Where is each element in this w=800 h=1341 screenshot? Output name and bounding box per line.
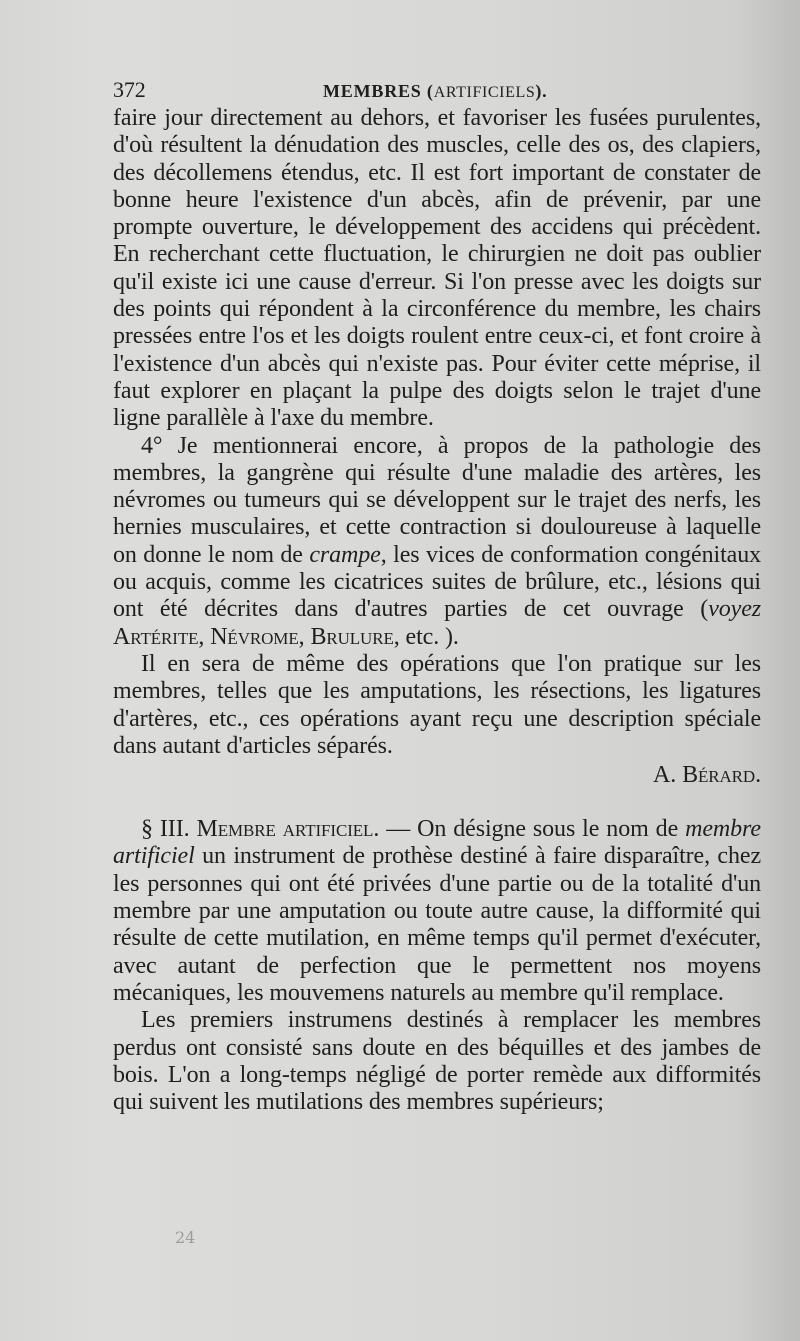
author-signature: A. Bérard.	[653, 762, 761, 789]
running-title-close: ).	[535, 81, 548, 101]
voyez-ref: voyez	[708, 596, 761, 623]
section-gap	[113, 789, 761, 816]
running-title-sub: ARTIFICIELS	[433, 84, 536, 101]
running-title	[323, 78, 547, 106]
term-membre-artificiel: membre artificiel	[113, 816, 761, 870]
para2-end: , etc. ).	[393, 623, 459, 650]
section-dash: — On désigne sous le nom de	[379, 816, 686, 843]
text-block	[113, 72, 761, 1116]
paragraph-pathologie: 4° Je mentionnerai encore, à propos de la pathologie des membres, la gangrène qui résulte d'une maladie des artères, les névromes ou tumeurs qui se développent sur le trajet des nerfs, les hernies musculaires, et cette contraction si douloureuse à laquelle on donne le nom de crampe, les vices de conformation congénitaux ou acquis, comme les cicatrices suites de brûlure, etc., lésions qui ont été décrites dans d'autres parties de cet ouvrage (voyez Artérite, Névrome, Brulure, etc. ).	[113, 432, 761, 650]
ref-nevrome: Névrome	[210, 623, 299, 650]
para2-middle: , les vices de conformation congénitaux ou acquis, comme les cicatrices suites de brûlure, etc., lésions qui ont été décrites dans d'autres parties de cet ouvrage (	[113, 541, 761, 623]
term-crampe: crampe	[309, 541, 381, 568]
running-head	[113, 72, 761, 105]
page-number: 372	[113, 77, 146, 102]
ref-arterite: Artérite	[113, 623, 199, 650]
ref-brulure: Brulure	[310, 623, 394, 650]
footer-mark: 24	[175, 1228, 196, 1247]
paragraph-operations: Il en sera de même des opérations que l'on pratique sur les membres, telles que les amputations, les résections, les ligatures d'artères, etc., ces opérations ayant reçu une description spéciale dans autant d'articles séparés.	[113, 650, 761, 759]
section-membre-artificiel	[113, 816, 761, 1007]
paragraph-abces: faire jour directement au dehors, et favoriser les fusées purulentes, d'où résultent la dénudation des muscles, celle des os, des clapiers, des décollemens étendus, etc. Il est fort important de constater de bonne heure l'existence d'un abcès, afin de prévenir, par une prompte ouverture, le développement des accidens qui précèdent. En recherchant cette fluctuation, le chirurgien ne doit pas oublier qu'il existe ici une cause d'erreur. Si l'on presse avec les doigts sur des points qui répondent à la circonférence du membre, les chairs pressées entre l'os et les doigts roulent entre ceux-ci, et font croire à l'existence d'un abcès qui n'existe pas. Pour éviter cette méprise, il faut explorer en plaçant la pulpe des doigts selon le trajet d'une ligne parallèle à l'axe du membre.	[113, 105, 761, 432]
section-heading: Membre artificiel.	[196, 816, 380, 843]
para2-lead: 4° Je mentionnerai encore, à propos de la pathologie des membres, la gangrène qui résulte d'une maladie des artères, les névromes ou tumeurs qui se développent sur le trajet des nerfs, les hernies musculaires, et cette contraction si douloureuse à laquelle on donne le nom de	[113, 432, 761, 568]
section-number: § III.	[141, 816, 190, 843]
running-title-main: MEMBRES (	[323, 81, 434, 101]
paragraph-premiers-instrumens: Les premiers instrumens destinés à remplacer les membres perdus ont consisté sans doute en des béquilles et des jambes de bois. L'on a long-temps négligé de porter remède aux difformités qui suivent les mutilations des membres supérieurs;	[113, 1007, 761, 1116]
section-body: un instrument de prothèse destiné à faire disparaître, chez les personnes qui ont été privées d'une partie ou de la totalité d'un membre par une amputation ou toute autre cause, la difformité qui résulte de cette mutilation, en même temps qu'il permet d'exécuter, avec autant de perfection que le permettent nos moyens mécaniques, les mouvemens naturels au membre qu'il remplace.	[113, 843, 761, 1006]
